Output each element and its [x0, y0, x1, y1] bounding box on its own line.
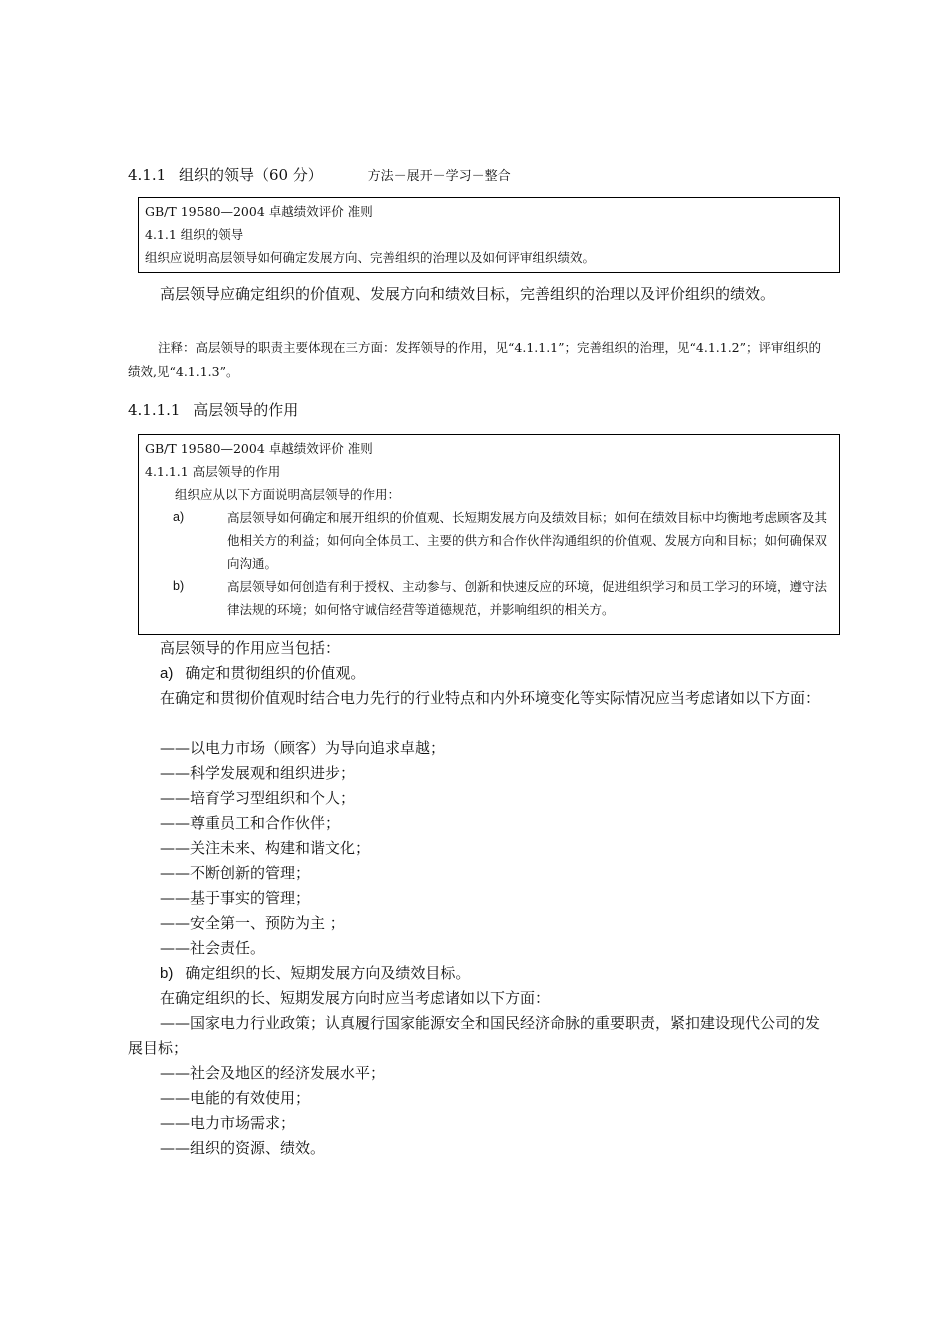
dash-item: ——电力市场需求； [160, 1114, 296, 1132]
dash-item: ——电能的有效使用； [160, 1089, 311, 1107]
list-item-text: 确定组织的长、短期发展方向及绩效目标。 [185, 964, 471, 982]
standard-name: GB/T 19580—2004 卓越绩效评价 准则 [145, 204, 373, 219]
section-title: 组织的领导（60 分） [178, 166, 323, 184]
section-title: 高层领导的作用 [193, 401, 299, 419]
standard-name: GB/T 19580—2004 卓越绩效评价 准则 [145, 441, 373, 456]
dash-item: ——尊重员工和合作伙伴； [160, 814, 341, 832]
standard-quote-box-1 [138, 197, 840, 273]
section-method: 方法－展开－学习－整合 [367, 169, 511, 184]
clause-text: 组织应说明高层领导如何确定发展方向、完善组织的治理以及如何评审组织绩效。 [145, 250, 596, 265]
dash-item: ——不断创新的管理； [160, 864, 311, 882]
item-label: b) [173, 579, 185, 593]
clause-item-b [145, 575, 833, 621]
section-number: 4.1.1 [128, 166, 167, 184]
item-text: 高层领导如何创造有利于授权、主动参与、创新和快速反应的环境，促进组织学习和员工学习的环境，遵守法律法规的环境；如何恪守诚信经营等道德规范，并影响组织的相关方。 [227, 579, 828, 617]
dash-item-long: ——国家电力行业政策；认真履行国家能源安全和国民经济命脉的重要职责，紧扣建设现代公司的发展目标； [128, 1014, 821, 1057]
list-item-text: 确定和贯彻组织的价值观。 [185, 664, 366, 682]
paragraph-a: 在确定和贯彻价值观时结合电力先行的行业特点和内外环境变化等实际情况应当考虑诸如以下方面： [160, 689, 821, 707]
clause-title: 4.1.1 组织的领导 [145, 227, 244, 242]
dash-item: ——以电力市场（顾客）为导向追求卓越； [160, 739, 446, 757]
list-item-b [160, 961, 470, 986]
list-item-label: b) [160, 965, 174, 982]
dash-item: ——社会责任。 [160, 939, 266, 957]
note-paragraph: 注释：高层领导的职责主要体现在三方面：发挥领导的作用，见“4.1.1.1”；完善组织的治理，见“4.1.1.2”；评审组织的绩效,见“4.1.1.3”。 [128, 340, 822, 379]
item-text: 高层领导如何确定和展开组织的价值观、长短期发展方向及绩效目标；如何在绩效目标中均衡地考虑顾客及其他相关方的利益；如何向全体员工、主要的供方和合作伙伴沟通组织的价值观、发展方向和目标；如何确保双向沟通。 [227, 510, 828, 571]
dash-item: ——组织的资源、绩效。 [160, 1139, 326, 1157]
clause-title: 4.1.1.1 高层领导的作用 [145, 464, 281, 479]
section-number: 4.1.1.1 [128, 401, 181, 419]
clause-lead: 组织应从以下方面说明高层领导的作用： [175, 487, 401, 502]
intro-paragraph: 高层领导应确定组织的价值观、发展方向和绩效目标，完善组织的治理以及评价组织的绩效。 [160, 285, 776, 303]
dash-item: ——社会及地区的经济发展水平； [160, 1064, 386, 1082]
list-item-a [160, 661, 365, 686]
dash-item: ——科学发展观和组织进步； [160, 764, 356, 782]
dash-item: ——安全第一、预防为主 ； [160, 914, 345, 932]
paragraph-b: 在确定组织的长、短期发展方向时应当考虑诸如以下方面： [160, 989, 551, 1007]
list-item-label: a) [160, 665, 174, 682]
clause-item-a [145, 506, 833, 575]
section-heading-4-1-1-1 [128, 400, 298, 420]
dash-item: ——基于事实的管理； [160, 889, 311, 907]
should-include-line: 高层领导的作用应当包括： [160, 639, 341, 657]
dash-item: ——关注未来、构建和谐文化； [160, 839, 371, 857]
dash-item: ——培育学习型组织和个人； [160, 789, 356, 807]
section-heading-4-1-1 [128, 165, 511, 187]
item-label: a) [173, 510, 185, 524]
standard-quote-box-2 [138, 434, 840, 635]
